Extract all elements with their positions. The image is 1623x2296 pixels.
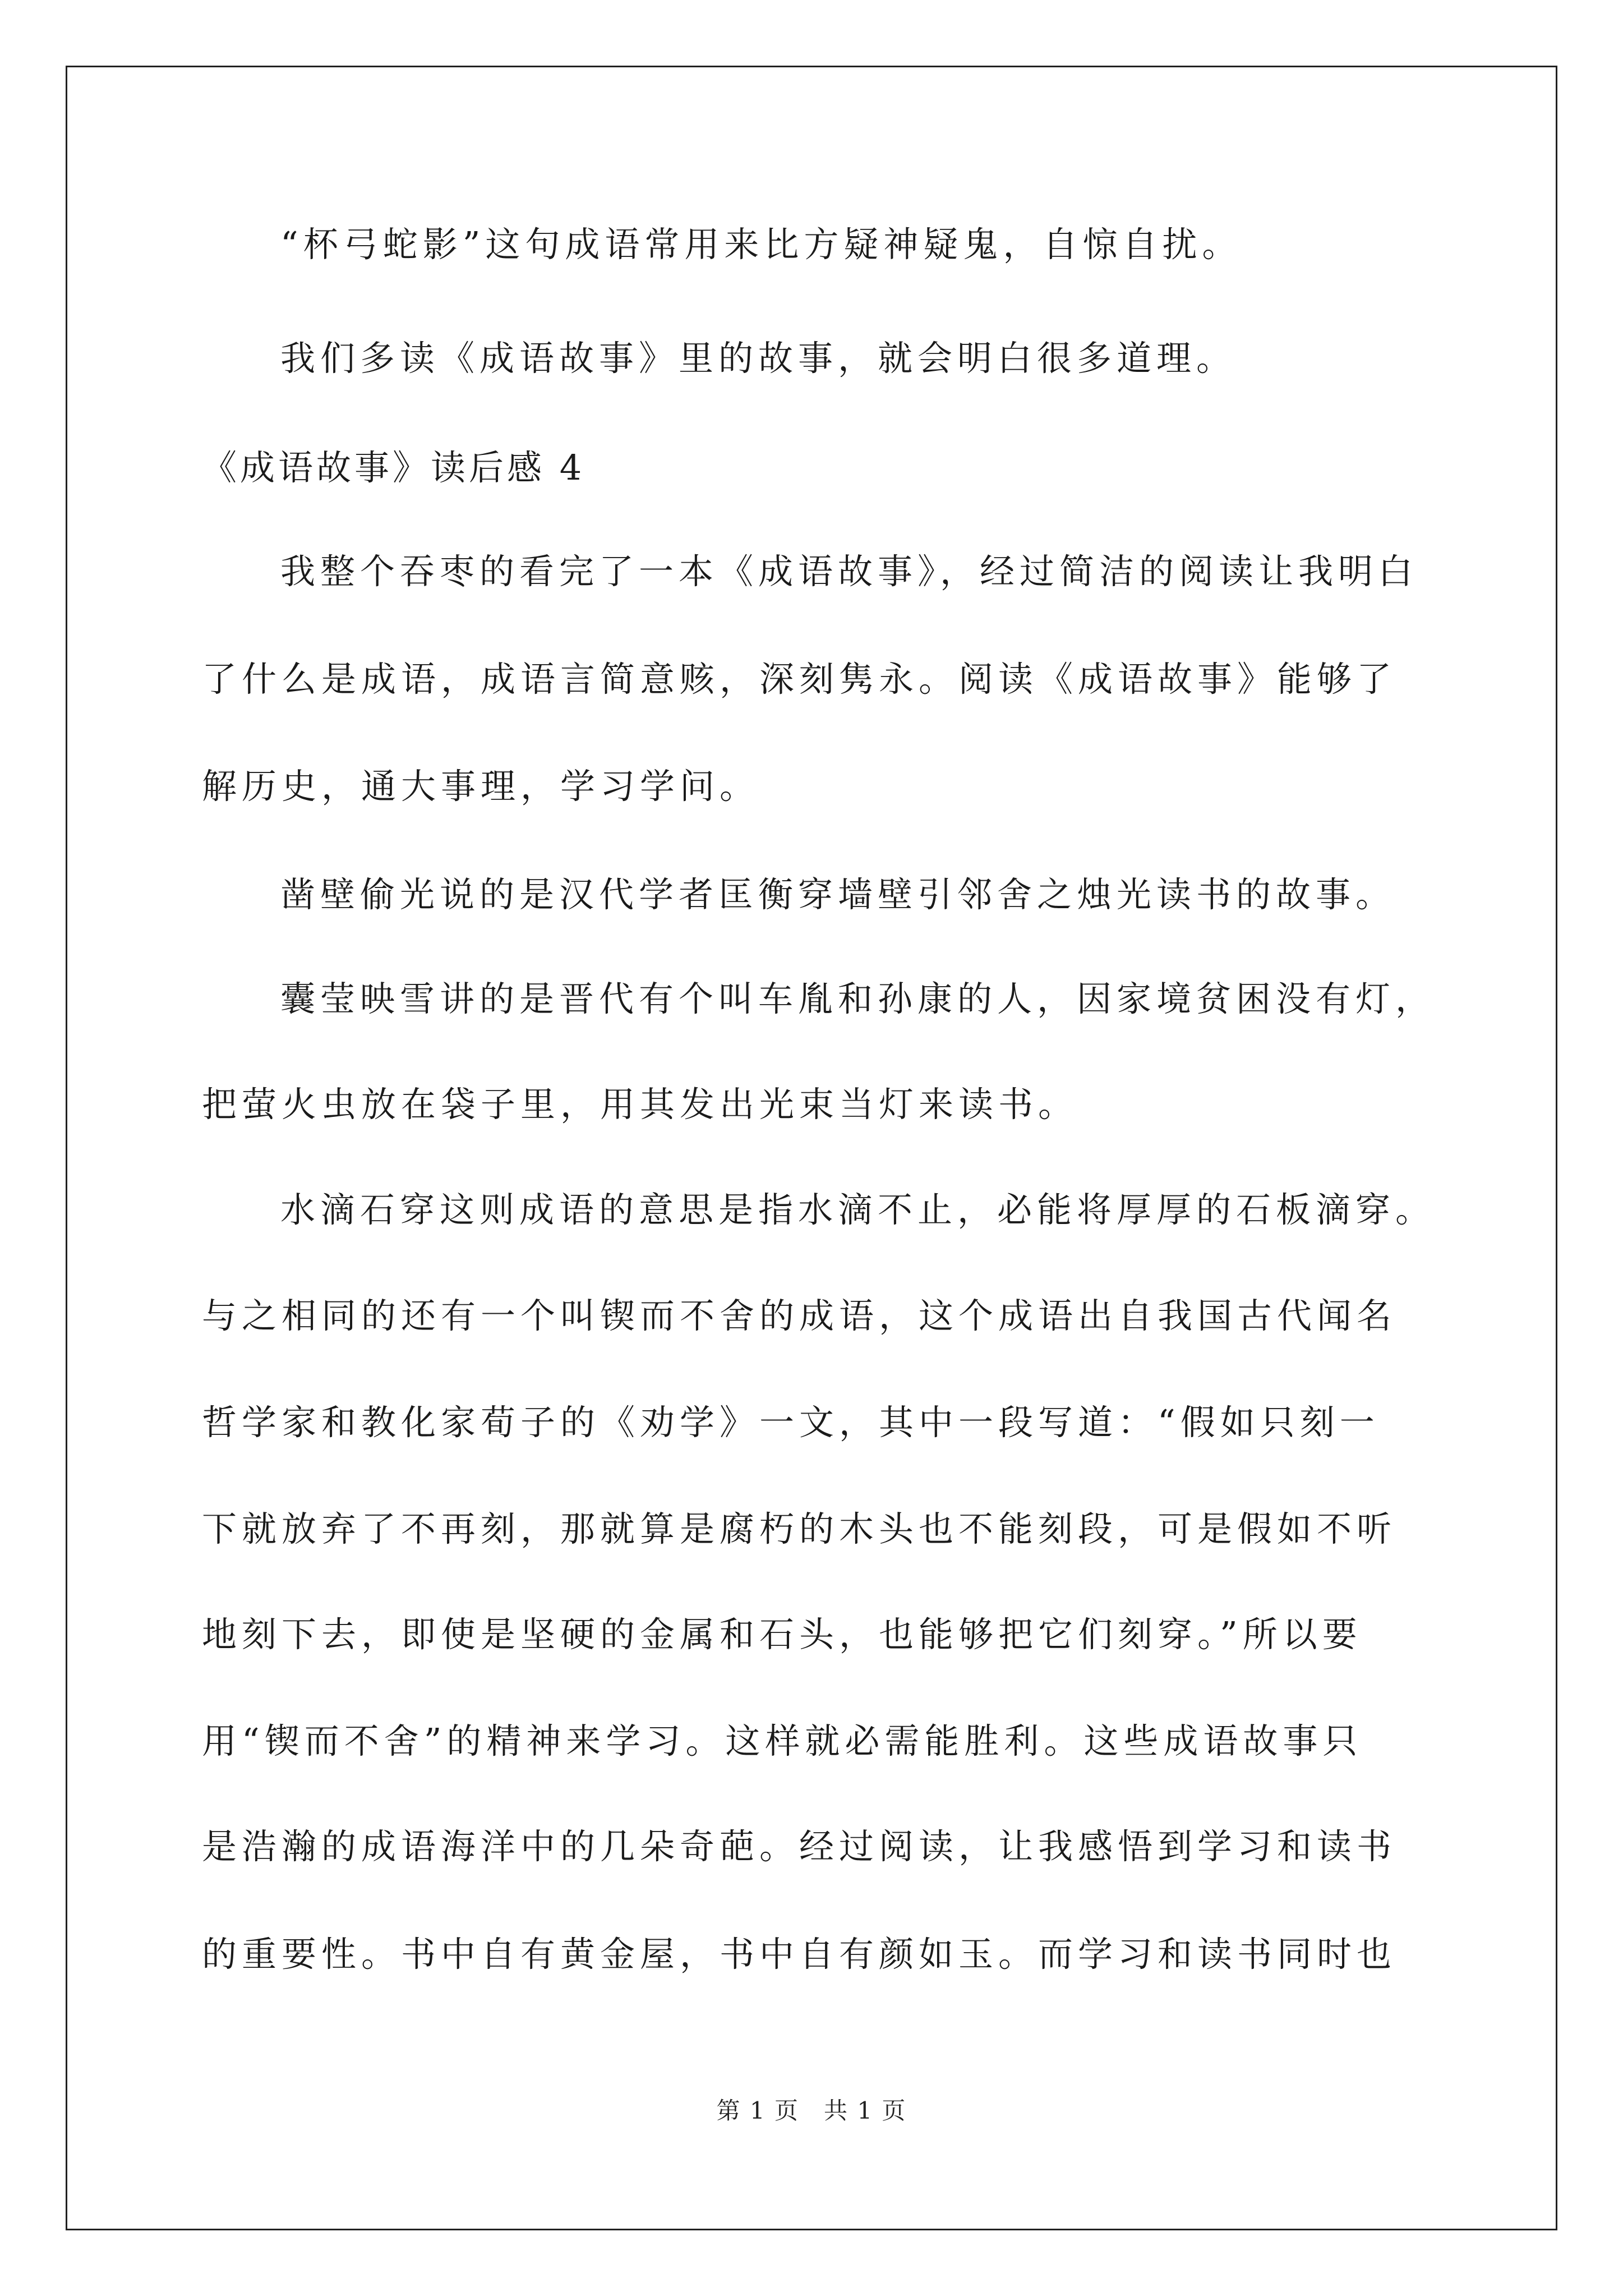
- paragraph-line: 我们多读《成语故事》里的故事，就会明白很多道理。: [280, 338, 1237, 379]
- paragraph-line: 了什么是成语，成语言简意赅，深刻隽永。阅读《成语故事》能够了: [202, 659, 1397, 700]
- section-heading: 《成语故事》读后感 4: [202, 447, 585, 488]
- page-border: [66, 66, 1557, 2230]
- paragraph-line: 与之相同的还有一个叫锲而不舍的成语，这个成语出自我国古代闻名: [202, 1295, 1397, 1336]
- paragraph-line: “杯弓蛇影”这句成语常用来比方疑神疑鬼，自惊自扰。: [280, 224, 1242, 265]
- paragraph-line: 地刻下去，即使是坚硬的金属和石头，也能够把它们刻穿。”所以要: [202, 1614, 1362, 1655]
- paragraph-line: 哲学家和教化家荀子的《劝学》一文，其中一段写道：“假如只刻一: [202, 1402, 1380, 1443]
- paragraph-line: 的重要性。书中自有黄金屋，书中自有颜如玉。而学习和读书同时也: [202, 1934, 1397, 1975]
- paragraph-line: 我整个吞枣的看完了一本《成语故事》，经过简洁的阅读让我明白: [280, 551, 1418, 592]
- paragraph-line: 凿壁偷光说的是汉代学者匡衡穿墙壁引邻舍之烛光读书的故事。: [280, 874, 1396, 915]
- paragraph-line: 下就放弃了不再刻，那就算是腐朽的木头也不能刻段，可是假如不听: [202, 1508, 1397, 1549]
- paragraph-line: 把萤火虫放在袋子里，用其发出光束当灯来读书。: [202, 1084, 1078, 1125]
- paragraph-line: 是浩瀚的成语海洋中的几朵奇葩。经过阅读，让我感悟到学习和读书: [202, 1826, 1397, 1867]
- paragraph-line: 囊莹映雪讲的是晋代有个叫车胤和孙康的人，因家境贫困没有灯，: [280, 978, 1436, 1019]
- paragraph-line: 用“锲而不舍”的精神来学习。这样就必需能胜利。这些成语故事只: [202, 1720, 1363, 1761]
- paragraph-line: 水滴石穿这则成语的意思是指水滴不止，必能将厚厚的石板滴穿。: [280, 1189, 1436, 1230]
- paragraph-line: 解历史，通大事理，学习学问。: [202, 766, 760, 807]
- page-number-footer: 第 1 页 共 1 页: [716, 2097, 907, 2124]
